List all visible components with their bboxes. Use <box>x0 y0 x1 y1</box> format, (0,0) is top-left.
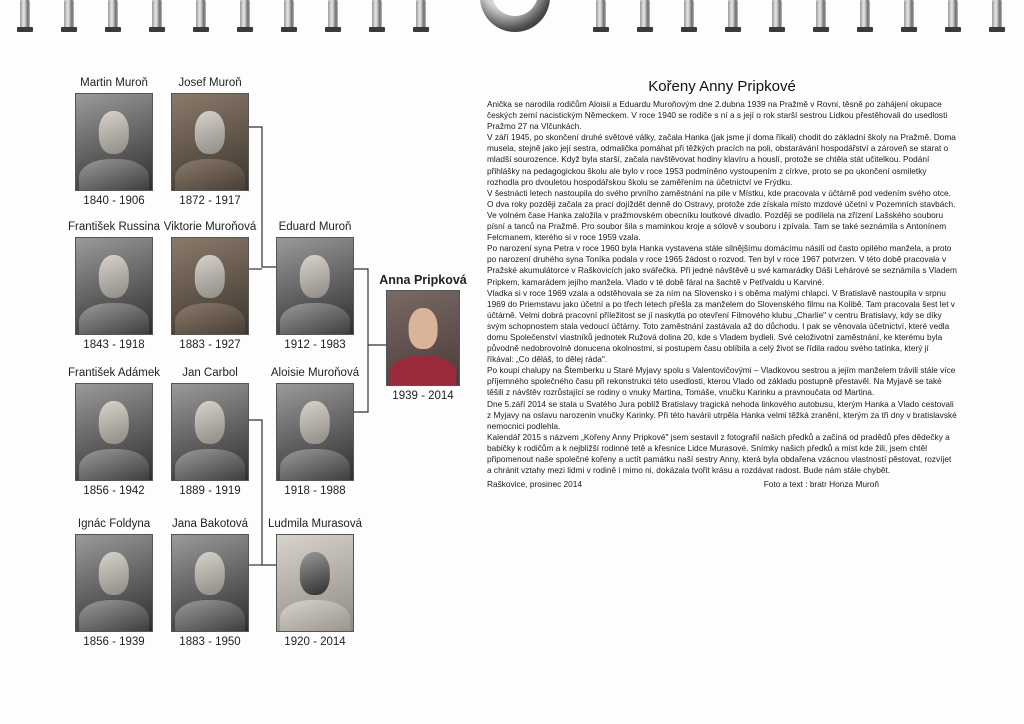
person-dates: 1912 - 1983 <box>284 339 346 351</box>
person-card <box>265 366 365 498</box>
person-card <box>160 366 260 498</box>
portrait-photo <box>276 383 354 481</box>
person-name: Martin Muroň <box>80 77 148 89</box>
story-paragraph: Dne 5.září 2014 se stala u Svatého Jura poblíž Bratislavy tragická nehoda linkového autobusu, kterým Hanka a Vlado cestovali z Myjavy na oslavu narozenin vnučky Karinky. Při této havárii utrpěla Hanka velmi těžká zranění, kterým za tři dny v bratislavské nemocnici podlehla. <box>487 398 957 431</box>
story-text-block <box>487 78 957 490</box>
portrait-photo <box>75 237 153 335</box>
place-date: Raškovice, prosinec 2014 <box>487 479 583 490</box>
person-name: Aloisie Muroňová <box>270 367 360 379</box>
person-name: Ignác Foldyna <box>77 518 151 530</box>
story-paragraph: V září 1945, po skončení druhé světové války, začala Hanka (jak jsme jí doma říkali) chodit do základní školy na Pražmě. Doma musela, stejně jako její sestra, odmalička pomáhat při těžkých pracích na poli, obstarávání hospodářství a zároveň se starat o mladší sourozence. Když byla starší, začala navštěvovat hodiny klavíru a houslí, protože se chtěla stát učitelkou. Podání přihlášky na pedagogickou školu ale bylo v roce 1953 podmíněno vystoupením z církve, proto se po ukončení osmiletky rozhodla pro dvouletou hospodářskou školu se zaměřením na účetnictví ve Frýdku. <box>487 132 956 187</box>
person-dates: 1918 - 1988 <box>284 485 346 497</box>
person-dates: 1920 - 2014 <box>284 636 346 648</box>
subject-person-card <box>373 273 473 403</box>
person-dates: 1856 - 1942 <box>83 485 145 497</box>
portrait-photo <box>171 383 249 481</box>
person-dates: 1889 - 1919 <box>179 485 241 497</box>
person-name: František Adámek <box>67 367 161 379</box>
portrait-photo <box>171 93 249 191</box>
portrait-photo <box>75 534 153 632</box>
person-card <box>64 366 164 498</box>
person-card <box>160 220 260 352</box>
story-paragraph: Kalendář 2015 s názvem „Kořeny Anny Pripkové" jsem sestavil z fotografií našich předků a začíná od pradědů přes dědečky a babičky k rodičům a k nejbližší rodinné tetě a křesnice Lidce Murasové. Snímky našich předků a míst kde žili, jsem chtěl připomenout naše společné kořeny a uctít památku naší sestry Anny, která byla obdařena vzácnou vlastností pěstovat, rozvíjet a chránit vztahy mezi lidmi v rodině i mimo ni, dokázala tvořit krásu a rozdávat radost. Bude nám stále chybět. <box>487 431 952 476</box>
portrait-photo <box>276 534 354 632</box>
person-name: Ludmila Murasová <box>268 518 362 530</box>
story-paragraph: Ve volném čase Hanka založila v pražmovském obecníku loutkové divadlo. Později se podílela na zřízení Lašského souboru písní a tanců na Pražmě. Pro soubor šila s maminkou kroje a sólově v souboru i zpívala. Tam se také seznámila s Antonínem Felcmanem, kterého si v roce 1959 vzala. <box>487 209 947 243</box>
portrait-photo <box>276 237 354 335</box>
person-dates: 1872 - 1917 <box>179 195 241 207</box>
person-dates: 1883 - 1927 <box>179 339 241 351</box>
story-paragraph: Anička se narodila rodičům Aloisii a Eduardu Muroňovým dne 2.dubna 1939 na Pražmě v Rovni, těsně po zahájení okupace českých zemí nacistickým Německem. V roce 1940 se rodiče s ní a s její o rok starší sestrou Lidkou přestěhovali do usedlosti Pražmo 27 na Vlčunkách. <box>487 99 948 132</box>
story-paragraph: Po narození syna Petra v roce 1960 byla Hanka vystavena stále silnějšímu domácímu násilí od často opilého manžela, a proto po narození druhého syna Toníka podala v roce 1965 žádost o rozvod. Ten byl v roce 1967 potvrzen. V této době pracovala v Pražské akumulátorce v Raškovicích jako svářečka. Při jedné návštěvě u své kamarádky Dáši Lehárové se seznámila s Vladem Pripkem, kamarádem jejího manžela. Vlado v té době fáral na šachtě v Petřvaldu u Karviné. <box>487 243 957 287</box>
person-name: Viktorie Muroňová <box>163 221 257 233</box>
subject-name: Anna Pripková <box>379 273 467 287</box>
person-name: Josef Muroň <box>178 77 242 89</box>
story-paragraph: V šestnácti letech nastoupila do svého prvního zaměstnání na pile v Místku, kde pracovala v účtárně pod vedením svého otce. O dva roky později začala za prací dojíždět denně do Ostravy, protože zde získala místo mzdové účetní v Pozemních stavbách. <box>487 187 956 209</box>
person-name: Jana Bakotová <box>171 518 249 530</box>
portrait-photo <box>171 534 249 632</box>
portrait-photo <box>75 383 153 481</box>
person-card <box>64 76 164 208</box>
credit-line: Foto a text : bratr Honza Muroň <box>763 479 879 490</box>
portrait-photo <box>75 93 153 191</box>
subject-dates: 1939 - 2014 <box>392 390 454 402</box>
person-card <box>160 517 260 649</box>
person-dates: 1840 - 1906 <box>83 195 145 207</box>
story-footer <box>487 479 957 490</box>
portrait-photo <box>171 237 249 335</box>
story-title: Kořeny Anny Pripkové <box>648 78 796 95</box>
person-dates: 1843 - 1918 <box>83 339 145 351</box>
story-paragraph: Vladka si v roce 1969 vzala a odstěhovala se za ním na Slovensko i s oběma malými chlapci. V Bratislavě nastoupila v srpnu 1969 do Priemstavu jako účetní a po třech letech přešla za manželem do Slovenského filmu na Kolibě. Tam pracovala šest let v účtárně. Velmi dobrá pracovní příležitost se jí naskytla po otevření Filmového klubu „Charlie" v centru Bratislavy, kdy se díky svým schopnostem stala vedoucí účtárny. Toto zaměstnání zastávala až do důchodu. I pak se věnovala účetnictví, které vedla domu Společenství vlastníků jednotek Ružová dolina 20, kde s Vladem bydleli. Své celoživotní zaměstnání, ke kterému byla původně nedobrovolně donucena okolnostmi, si postupem času oblíbila a celý život se řídila radou svého tatínka, který jí říkával: „Co děláš, to dělej ráda". <box>487 287 955 365</box>
spiral-binding <box>0 0 1024 34</box>
person-name: František Russina <box>67 221 161 233</box>
story-paragraph: Po koupi chalupy na Štemberku u Staré Myjavy spolu s Valentovičovými – Vladkovou sestrou a jejím manželem trávili stále více příjemného společného času při rekonstrukci této usedlosti, kterou Vlado od základu postupně přestavěl. Na Myjavě se také těšili z návštěv rozrůstající se rodiny o vnuky Martina, Tomáše, vnučku Karinku a pravnoučata od Martina. <box>487 365 956 398</box>
person-name: Jan Carbol <box>182 367 238 379</box>
person-card <box>64 220 164 352</box>
person-card <box>265 517 365 649</box>
person-card <box>265 220 365 352</box>
person-card <box>64 517 164 649</box>
person-dates: 1856 - 1939 <box>83 636 145 648</box>
person-card <box>160 76 260 208</box>
portrait-photo <box>386 290 460 386</box>
hanger-hook-icon <box>480 0 550 32</box>
person-name: Eduard Muroň <box>278 221 352 233</box>
person-dates: 1883 - 1950 <box>179 636 241 648</box>
